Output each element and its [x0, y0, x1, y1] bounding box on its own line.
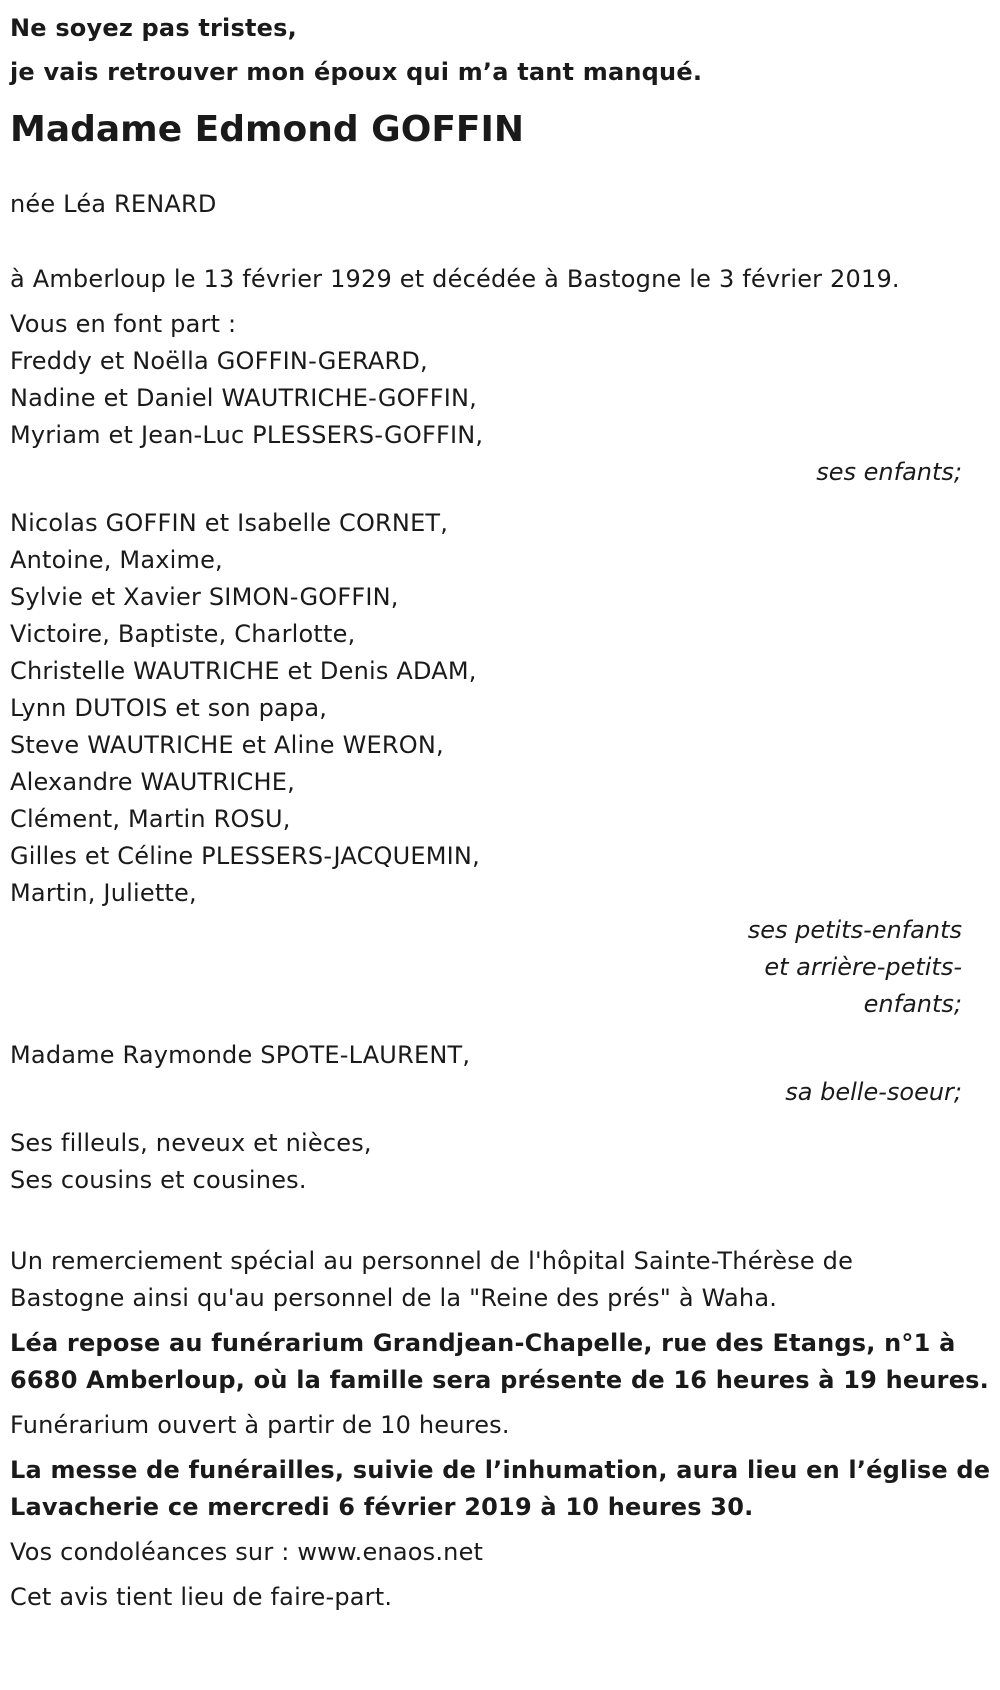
sister-in-law-section — [10, 1037, 970, 1111]
family-entry: Nicolas GOFFIN et Isabelle CORNET, — [10, 509, 449, 537]
funeral-line: La messe de funérailles, suivie de l’inhumation, aura lieu en l’église de — [10, 1456, 991, 1484]
relation-label: sa belle-soeur; — [785, 1078, 962, 1106]
family-entry: Nadine et Daniel WAUTRICHE-GOFFIN, — [10, 384, 477, 412]
family-entry: Freddy et Noëlla GOFFIN-GERARD, — [10, 347, 428, 375]
family-entry: Steve WAUTRICHE et Aline WERON, — [10, 731, 444, 759]
thanks-line: Un remerciement spécial au personnel de l'hôpital Sainte-Thérèse de — [10, 1247, 854, 1275]
birth-death-dates: à Amberloup le 13 février 1929 et décédée à Bastogne le 3 février 2019. — [10, 265, 900, 293]
family-entry: Martin, Juliette, — [10, 879, 197, 907]
funeral-line: Lavacherie ce mercredi 6 février 2019 à 10 heures 30. — [10, 1493, 754, 1521]
announce-line: Vous en font part : — [10, 310, 237, 338]
grandchildren-section — [10, 505, 970, 1023]
rest-paragraph — [10, 1325, 989, 1399]
opening-quote — [10, 6, 970, 94]
family-entry: Gilles et Céline PLESSERS-JACQUEMIN, — [10, 842, 480, 870]
family-entry: Alexandre WAUTRICHE, — [10, 768, 295, 796]
family-entry: Myriam et Jean-Luc PLESSERS-GOFFIN, — [10, 421, 484, 449]
family-entry: Ses filleuls, neveux et nièces, — [10, 1129, 372, 1157]
deceased-name: Madame Edmond GOFFIN — [10, 109, 525, 150]
thanks-line: Bastogne ainsi qu'au personnel de la "Reine des prés" à Waha. — [10, 1284, 778, 1312]
obituary-notice — [0, 6, 1000, 1690]
family-entry: Ses cousins et cousines. — [10, 1166, 307, 1194]
notice-line: Cet avis tient lieu de faire-part. — [10, 1583, 393, 1611]
family-entry: Victoire, Baptiste, Charlotte, — [10, 620, 356, 648]
relation-label: ses enfants; — [816, 458, 962, 486]
children-section — [10, 306, 970, 491]
rest-line: Léa repose au funérarium Grandjean-Chapelle, rue des Etangs, n°1 à — [10, 1329, 956, 1357]
relation-label: ses petits-enfants et arrière-petits-enfants; — [747, 916, 962, 1018]
other-relatives — [10, 1125, 970, 1199]
birth-name: née Léa RENARD — [10, 190, 217, 218]
rest-line: 6680 Amberloup, où la famille sera présente de 16 heures à 19 heures. — [10, 1366, 989, 1394]
funeral-paragraph — [10, 1452, 991, 1526]
family-entry: Madame Raymonde SPOTE-LAURENT, — [10, 1041, 471, 1069]
family-entry: Christelle WAUTRICHE et Denis ADAM, — [10, 657, 477, 685]
quote-line: je vais retrouver mon époux qui m’a tant manqué. — [10, 58, 703, 86]
family-entry: Lynn DUTOIS et son papa, — [10, 694, 328, 722]
quote-line: Ne soyez pas tristes, — [10, 14, 297, 42]
family-entry: Clément, Martin ROSU, — [10, 805, 291, 833]
condolences-line: Vos condoléances sur : www.enaos.net — [10, 1538, 484, 1566]
funerarium-hours: Funérarium ouvert à partir de 10 heures. — [10, 1411, 510, 1439]
family-entry: Antoine, Maxime, — [10, 546, 223, 574]
thanks-paragraph — [10, 1243, 970, 1317]
family-entry: Sylvie et Xavier SIMON-GOFFIN, — [10, 583, 399, 611]
